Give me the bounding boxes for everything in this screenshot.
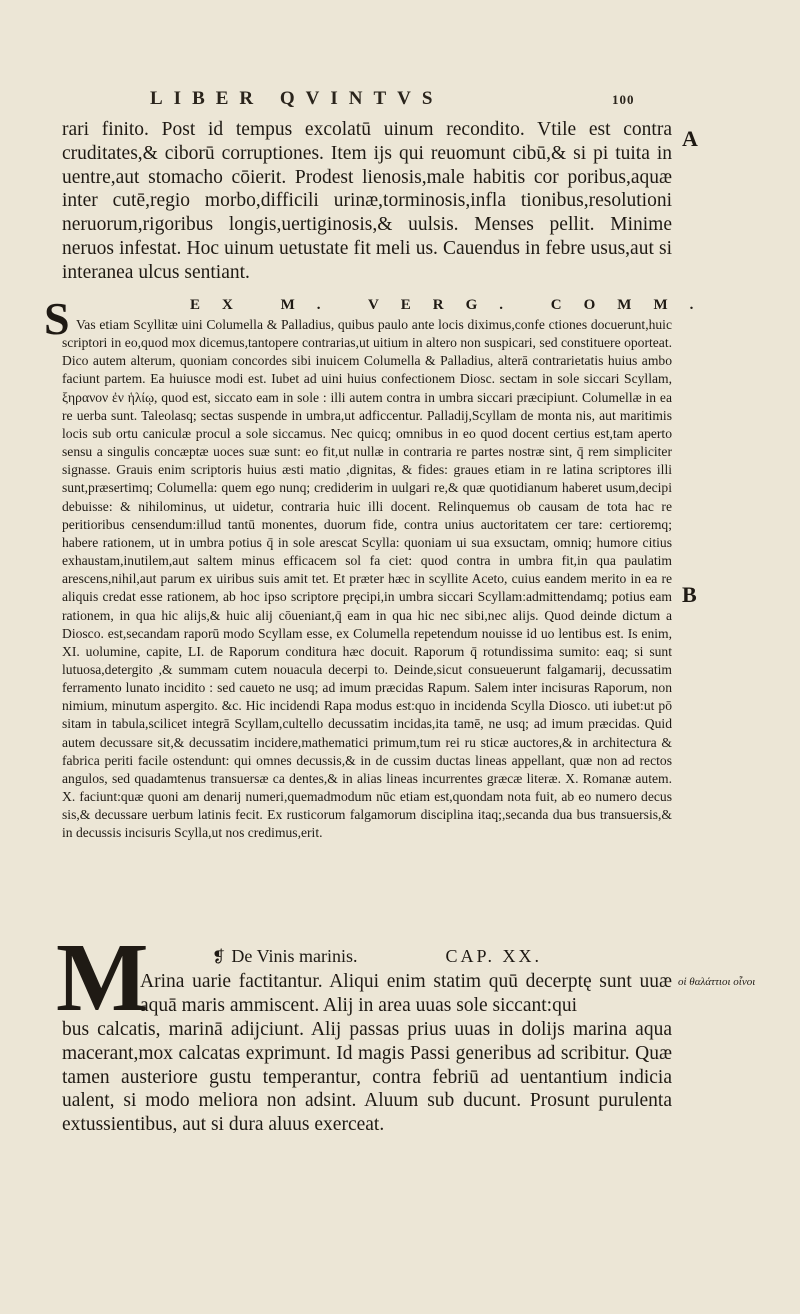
folio-number: 100 [612, 92, 635, 107]
commentary-initial: S [44, 293, 70, 344]
margin-letter-a: A [682, 126, 698, 151]
commentary-title: EX M. VERG. COMM. [190, 297, 716, 313]
fleuron-icon: ❡ [212, 949, 226, 966]
opening-paragraph: rari finito. Post id tempus excolatū uinum recondito. Vtile est contra cruditates,& ciborū corruptiones. Item ijs qui reuomunt cibū,& si pi tuita in uentre,aut stomacho cōierit. Prodest lienosis,male habitis cor poribus,aquæ inter cutē,regio morbo,difficili urinæ,torminosis,infla tionibus,resolutioni neruorum,rigoribus longis,uertiginosis,& uulsis. Menses pellit. Minime neruos infestat. Hoc uinum uetustate fit meli us. Cauendus in febre usus,aut si interanea ulcus sentiant. [62, 119, 672, 283]
commentary-paragraph: Vas etiam Scyllitæ uini Columella & Palladius, quibus paulo ante locis diximus,confe ctiones docuerunt,huic scriptori in eo,quod mox dicemus,tantopere contrarias,ut uitium in altero non suspicari, sed constituere oporteat. Dico autem alterum, quoniam concordes sibi inuicem Columella & Palladius, alterā contrarietatis huius ambo faciunt partem. Ea huiusce modi est. Iubet ad uini huius confectionem Diosc. sectam in sole siccari Scyllam, ξηρανον ἐν ἡλίῳ, quod est, siccato eam in sole : illi autem contra in umbra siccari præcipiunt. Columellæ in ea re uerba sunt. Taleolasq; sectas suspende in umbra,ut adficcentur. Palladij,Scyllam de monta nis, aut maritimis locis sub ortu caniculæ procul a sole siccamus. Nec quicq; omnibus in eo quod docent certius est,tam aperto sensu a singulis concæptæ uoces suæ sunt: eo fit,ut nullæ in contraria re partes nostræ sint, q̄ rem simpliciter signasse. Grauis enim scriptoris huius æsti matio ,dignitas, & fides: graues etiam in re latina scriptores illi sunt,præsertimq; Columella: quem ego nunq; crediderim in uulgari re,& quæ quotidianum haberet usum,decipi debuisse: & nihilominus, ut uidetur, contraria huic illi docent. Relinquemus ob causam de tota hac re peritioribus censendum:illud tantū monentes, duorum fide, contra unius auctoritatem cer tare: certioremq; habere rationem, ut in umbra potius q̄ in sole arescat Scylla: quoniam ui sua exsuctam, omniq; humore citius exhaustam,inutilem,aut saltem minus efficacem sol fa ciet: quod contra in umbra fit,in qua paulatim arescens,nihil,aut parum ex uiribus suis amit tet. Et præter hæc in scyllite Aceto, cuius eandem merito in ea re aliquis credat esse rationem, ab hoc ipso scriptore pręcipi,in umbra siccari Scyllam:admittendamq; potius eam rationem, in qua hic alijs,& huic alij cōueniant,q̄ eam in qua hic nec sibi,nec alijs. Quod deinde dictum a Diosco. est,secandam raporū modo Scyllam esse, ex Columella repetendum nouisse id uo lentibus est. Is enim, XI. uolumine, capite, LI. de Raporum conditura hæc docuit. Raporum q̄ rotundissima sumito: eaq; si sunt lutuosa,detergito ,& summam cutem nouacula decerpi to. Deinde,sicut consueuerunt falgamarij, decussatim ferramento lunato incidito : sed caueto ne usq; ad imum præcidas Rapum. Salem inter incisuras Raporum, non nimium, minutum aspergito. &c. Hic incidendi Rapa modus est:quo in incidenda Scylla Diosco. uti iubet:ut pō sitam in tabula,scilicet integrā Scyllam,cultello decussatim incidas,ita tamē, ne usq; ad imum præcidas. Quid autem decussare sit,& decussatim incidere,mathematici primum,tum rei ru sticæ auctores,& in architectura & fabrica periti facile ostendunt: qui omnes decussis,& in de cussim ductas lineas appellant, quæ non ad rectos angulos, sed quadamtenus transuersæ ca dentes,& in alias lineas incurrentes græcæ literæ. X. Romanæ autem. X. faciunt:quæ quoni am denarij numeri,quemadmodum nūc etiam est,quondam nota fuit, ab eo numero decus sis,& decussare uerbum latinis fecit. Ex rusticorum falgamorum disciplina itaq;,secanda dua bus transuersis,& in decussis incisuris Scylla,ut nos credimus,erit. [62, 317, 672, 841]
chapter-label: CAP. XX. [445, 946, 543, 966]
chapter-text-rest-paragraph: bus calcatis, marinā adijciunt. Alij passas prius uuas in dolijs marina aqua macerant,mox calcatas exprimunt. Id magis Passi generibus ad scribitur. Quæ tamen austeriore gustu temperantur, contra febriū ad uentantium indicia ualent, si modo meliora non adsint. Aluum sub ducunt. Prosunt purulenta extussientibus, aut si dura aluus exerceat. [62, 1019, 672, 1136]
margin-letter-b: B [682, 582, 697, 607]
chapter-heading [212, 946, 672, 967]
chapter-initial: M [56, 924, 149, 1032]
opening-text-block [62, 118, 672, 285]
chapter-text-top [140, 970, 672, 1018]
running-title: LIBER QVINTVS [150, 88, 444, 109]
chapter-title: De Vinis marinis. [231, 946, 358, 966]
commentary-text [62, 316, 672, 843]
chapter-text-top-paragraph: Arina uarie factitantur. Aliqui enim statim quū decerptę sunt uuæ aquā maris ammiscent. Alij in area uuas sole siccant:qui [140, 971, 672, 1016]
chapter-text-rest [62, 1018, 672, 1137]
margin-greek-note: οἱ θαλάττιοι οἶνοι [678, 976, 756, 988]
